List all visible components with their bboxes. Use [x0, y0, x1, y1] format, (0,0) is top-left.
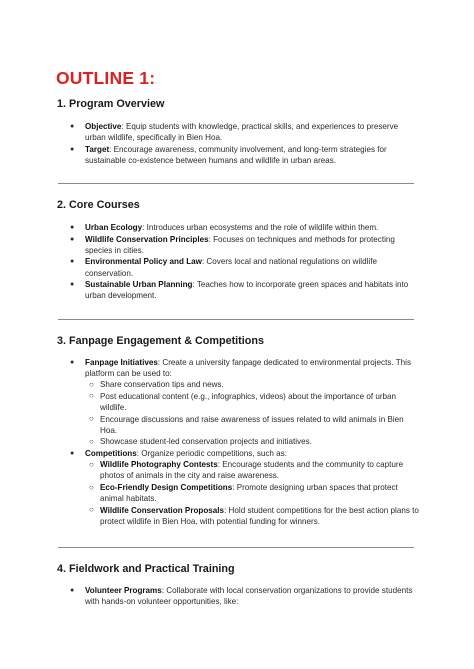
- item-text: : Equip students with knowledge, practical skills, and experiences to preserve urban wildlife, specifically in Bien Hoa.: [85, 122, 399, 143]
- item-bold: Environmental Policy and Law: [85, 257, 202, 267]
- item-bold: Fanpage Initiatives: [85, 358, 158, 367]
- sub-list-item: [85, 379, 420, 390]
- list-item: [60, 121, 420, 143]
- hollow-bullet-icon: ○: [89, 459, 94, 469]
- bullet-icon: ●: [70, 359, 75, 366]
- bullet-icon: ●: [70, 123, 75, 130]
- item-bold: Objective: [85, 122, 122, 131]
- item-text: : Introduces urban ecosystems and the role of wildlife within them.: [142, 223, 379, 232]
- item-text: : Create a university fanpage dedicated to environmental projects. This platform can be used to:: [85, 358, 412, 379]
- sub-list-item: [85, 436, 420, 447]
- bullet-icon: ●: [70, 450, 75, 458]
- item-text: : Hold student competitions for the best action plans to protect wildlife in Bien Hoa, with potential funding for winners.: [100, 505, 419, 526]
- item-bold: Wildlife Conservation Proposals: [100, 505, 225, 515]
- bullet-icon: ●: [70, 281, 75, 289]
- list-item: [60, 256, 420, 278]
- section-list-core-courses: [60, 222, 420, 302]
- list-item: [60, 222, 420, 233]
- hollow-bullet-icon: ○: [89, 391, 94, 401]
- section-list-fieldwork: [60, 585, 420, 608]
- list-item: [60, 279, 420, 301]
- bullet-icon: ●: [70, 235, 75, 243]
- item-text: : Encourage students and the community to capture photos of animals in the city and raise awareness.: [100, 460, 404, 481]
- section-heading-fanpage: 3. Fanpage Engagement & Competitions: [57, 335, 264, 347]
- page-title: OUTLINE 1:: [56, 68, 156, 88]
- sub-list-item: [85, 459, 420, 481]
- list-item: [60, 357, 420, 448]
- item-bold: Wildlife Conservation Principles: [85, 234, 209, 244]
- item-text: : Encourage awareness, community involvement, and long-term strategies for sustainable co-existence between humans and wildlife in urban areas.: [85, 144, 387, 165]
- item-text: : Teaches how to incorporate green spaces and habitats into urban development.: [85, 280, 409, 301]
- bullet-icon: ●: [70, 258, 75, 266]
- item-text: : Focuses on techniques and methods for protecting species in cities.: [85, 234, 395, 255]
- divider: [58, 183, 414, 184]
- list-item: [60, 234, 420, 256]
- section-heading-core-courses: 2. Core Courses: [57, 199, 140, 211]
- hollow-bullet-icon: ○: [89, 414, 94, 424]
- item-text: : Collaborate with local conservation organizations to provide students with hands-on volunteer opportunities, like:: [85, 586, 413, 607]
- section-heading-program-overview: 1. Program Overview: [57, 98, 165, 110]
- sub-list-item: [85, 482, 420, 504]
- item-bold: Sustainable Urban Planning: [85, 280, 193, 290]
- section-heading-fieldwork: 4. Fieldwork and Practical Training: [57, 563, 235, 575]
- list-item: [60, 585, 420, 607]
- hollow-bullet-icon: ○: [89, 436, 94, 446]
- item-text: Encourage discussions and raise awareness of issues related to wild animals in Bien Hoa.: [100, 414, 404, 435]
- list-item: [60, 144, 420, 166]
- bullet-icon: ●: [70, 224, 75, 231]
- item-bold: Wildlife Photography Contests: [100, 460, 218, 470]
- item-text: : Promote designing urban spaces that protect animal habitats.: [100, 483, 398, 504]
- item-text: Showcase student-led conservation projects and initiatives.: [100, 437, 312, 447]
- sub-list-item: [85, 391, 420, 413]
- item-text: Share conservation tips and news.: [100, 380, 224, 390]
- bullet-icon: ●: [70, 145, 75, 153]
- item-bold: Competitions: [85, 449, 137, 459]
- list-item: [60, 448, 420, 527]
- sub-list-item: [85, 505, 420, 527]
- divider: [58, 547, 414, 548]
- item-bold: Urban Ecology: [85, 223, 143, 232]
- hollow-bullet-icon: ○: [89, 482, 94, 492]
- hollow-bullet-icon: ○: [89, 505, 94, 515]
- section-list-program-overview: [60, 121, 420, 167]
- item-bold: Eco-Friendly Design Competitions: [100, 483, 233, 492]
- sub-list: [85, 459, 420, 527]
- bullet-icon: ●: [70, 587, 75, 594]
- item-text: : Covers local and national regulations on wildlife conservation.: [85, 257, 377, 278]
- item-bold: Target: [85, 144, 110, 154]
- item-text: Post educational content (e.g., infographics, videos) about the importance of urban wildlife.: [100, 391, 397, 412]
- sub-list: [85, 379, 420, 447]
- section-list-fanpage: [60, 357, 420, 528]
- divider: [58, 319, 414, 320]
- item-bold: Volunteer Programs: [85, 586, 162, 595]
- sub-list-item: [85, 414, 420, 436]
- item-text: : Organize periodic competitions, such as:: [136, 449, 287, 459]
- hollow-bullet-icon: ○: [89, 379, 94, 389]
